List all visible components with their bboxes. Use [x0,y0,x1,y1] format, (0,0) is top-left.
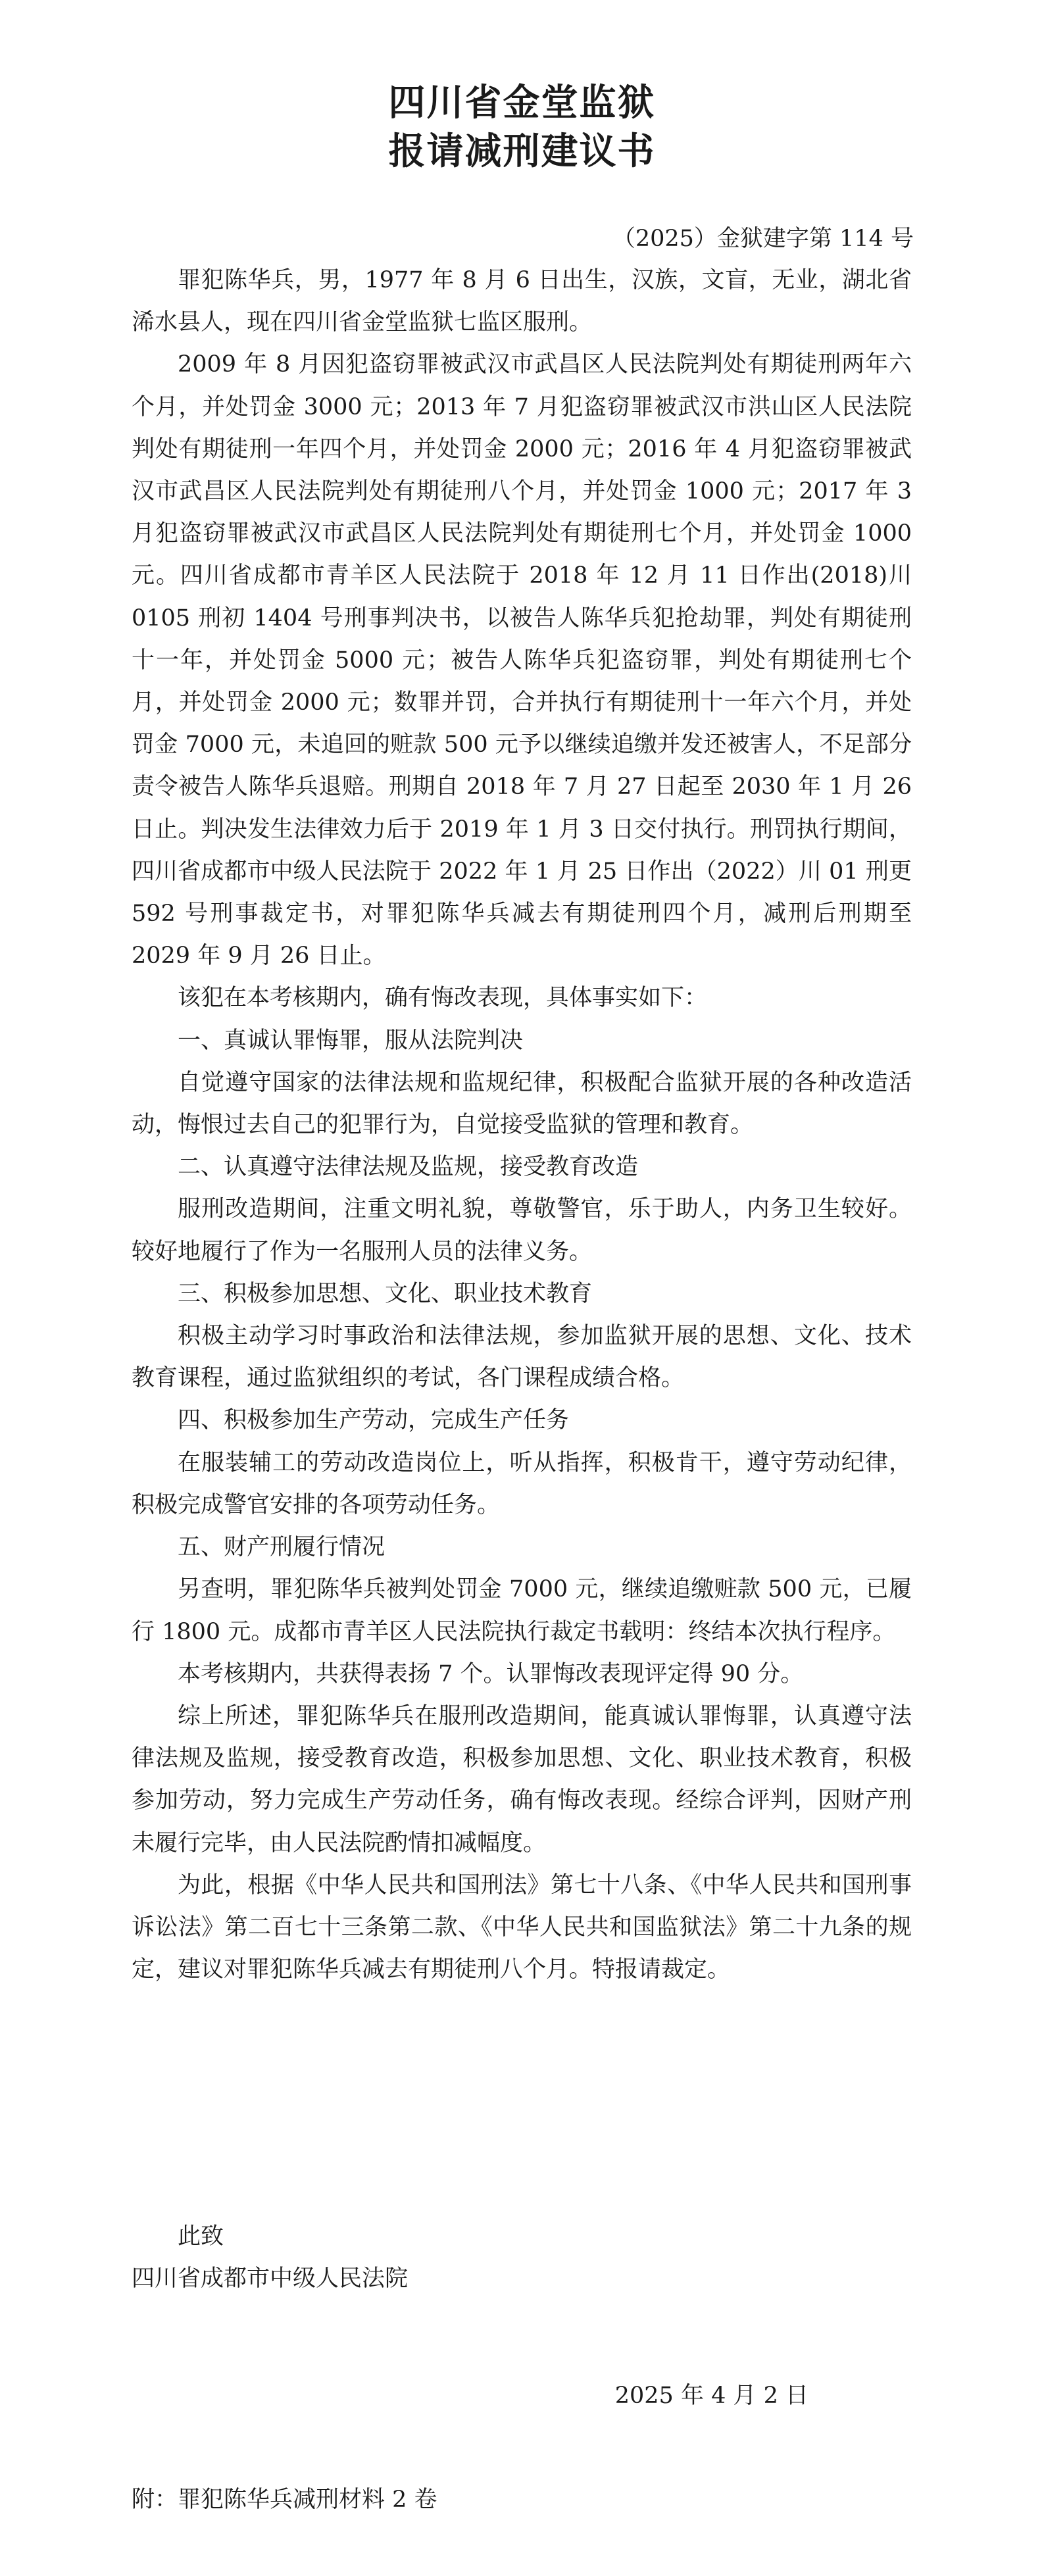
paragraph-intro-facts: 该犯在本考核期内，确有悔改表现，具体事实如下： [178,985,708,1012]
paragraph-offender-info: 罪犯陈华兵，男，1977 年 8 月 6 日出生，汉族，文盲，无业，湖北省浠水县人，现在四川省金堂监狱七监区服刑。 [132,267,912,336]
document-title-line1: 四川省金堂监狱 [388,82,656,124]
document-body [132,259,912,1991]
paragraph-assessment: 本考核期内，共获得表扬 7 个。认罪悔改表现评定得 90 分。 [178,1660,804,1687]
document-date: 2025 年 4 月 2 日 [614,2383,808,2409]
paragraph-section-5: 另查明，罪犯陈华兵被判处罚金 7000 元，继续追缴赃款 500 元，已履行 1800 元。成都市青羊区人民法院执行裁定书载明：终结本次执行程序。 [132,1576,912,1645]
salutation: 此致 [178,2223,224,2250]
recipient-court: 四川省成都市中级人民法院 [132,2266,409,2292]
paragraph-section-2: 服刑改造期间，注重文明礼貌，尊敬警官，乐于助人，内务卫生较好。较好地履行了作为一名服刑人员的法律义务。 [132,1196,912,1265]
document-number: （2025）金狱建字第 114 号 [612,226,914,252]
paragraph-section-1: 自觉遵守国家的法律法规和监规纪律，积极配合监狱开展的各种改造活动，悔恨过去自己的犯罪行为，自觉接受监狱的管理和教育。 [132,1069,912,1139]
document-title-line2: 报请减刑建议书 [388,130,656,173]
section-heading-4: 四、积极参加生产劳动，完成生产任务 [178,1407,570,1434]
section-heading-3: 三、积极参加思想、文化、职业技术教育 [178,1280,593,1307]
paragraph-section-4: 在服装辅工的劳动改造岗位上，听从指挥，积极肯干，遵守劳动纪律，积极完成警官安排的各项劳动任务。 [132,1449,912,1518]
section-heading-5: 五、财产刑履行情况 [178,1534,385,1561]
paragraph-section-3: 积极主动学习时事政治和法律法规，参加监狱开展的思想、文化、技术教育课程，通过监狱组织的考试，各门课程成绩合格。 [132,1323,912,1392]
section-heading-2: 二、认真遵守法律法规及监规，接受教育改造 [178,1154,639,1181]
paragraph-criminal-history: 2009 年 8 月因犯盗窃罪被武汉市武昌区人民法院判处有期徒刑两年六个月，并处罚金 3000 元；2013 年 7 月犯盗窃罪被武汉市洪山区人民法院判处有期徒刑一年四个月，并处罚金 2000 元；2016 年 4 月犯盗窃罪被武汉市武昌区人民法院判处有期徒刑八个月，并处罚金 1000 元；2017 年 3 月犯盗窃罪被武汉市武昌区人民法院判处有期徒刑七个月，并处罚金 1000 元。四川省成都市青羊区人民法院于 2018 年 12 月 11 日作出(2018)川 0105 刑初 1404 号刑事判决书，以被告人陈华兵犯抢劫罪，判处有期徒刑十一年，并处罚金 5000 元；被告人陈华兵犯盗窃罪，判处有期徒刑七个月，并处罚金 2000 元；数罪并罚，合并执行有期徒刑十一年六个月，并处罚金 7000 元，未追回的赃款 500 元予以继续追缴并发还被害人，不足部分责令被告人陈华兵退赔。刑期自 2018 年 7 月 27 日起至 2030 年 1 月 26 日止。判决发生法律效力后于 2019 年 1 月 3 日交付执行。刑罚执行期间，四川省成都市中级人民法院于 2022 年 1 月 25 日作出（2022）川 01 刑更 592 号刑事裁定书，对罪犯陈华兵减去有期徒刑四个月，减刑后刑期至 2029 年 9 月 26 日止。 [132,351,912,970]
paragraph-recommendation: 为此，根据《中华人民共和国刑法》第七十八条、《中华人民共和国刑事诉讼法》第二百七十三条第二款、《中华人民共和国监狱法》第二十九条的规定，建议对罪犯陈华兵减去有期徒刑八个月。特报请裁定。 [132,1871,912,1983]
paragraph-summary: 综上所述，罪犯陈华兵在服刑改造期间，能真诚认罪悔罪，认真遵守法律法规及监规，接受教育改造，积极参加思想、文化、职业技术教育，积极参加劳动，努力完成生产劳动任务，确有悔改表现。经综合评判，因财产刑未履行完毕，由人民法院酌情扣减幅度。 [132,1702,912,1856]
attachment-note: 附：罪犯陈华兵减刑材料 2 卷 [132,2487,437,2513]
section-heading-1: 一、真诚认罪悔罪，服从法院判决 [178,1027,524,1054]
